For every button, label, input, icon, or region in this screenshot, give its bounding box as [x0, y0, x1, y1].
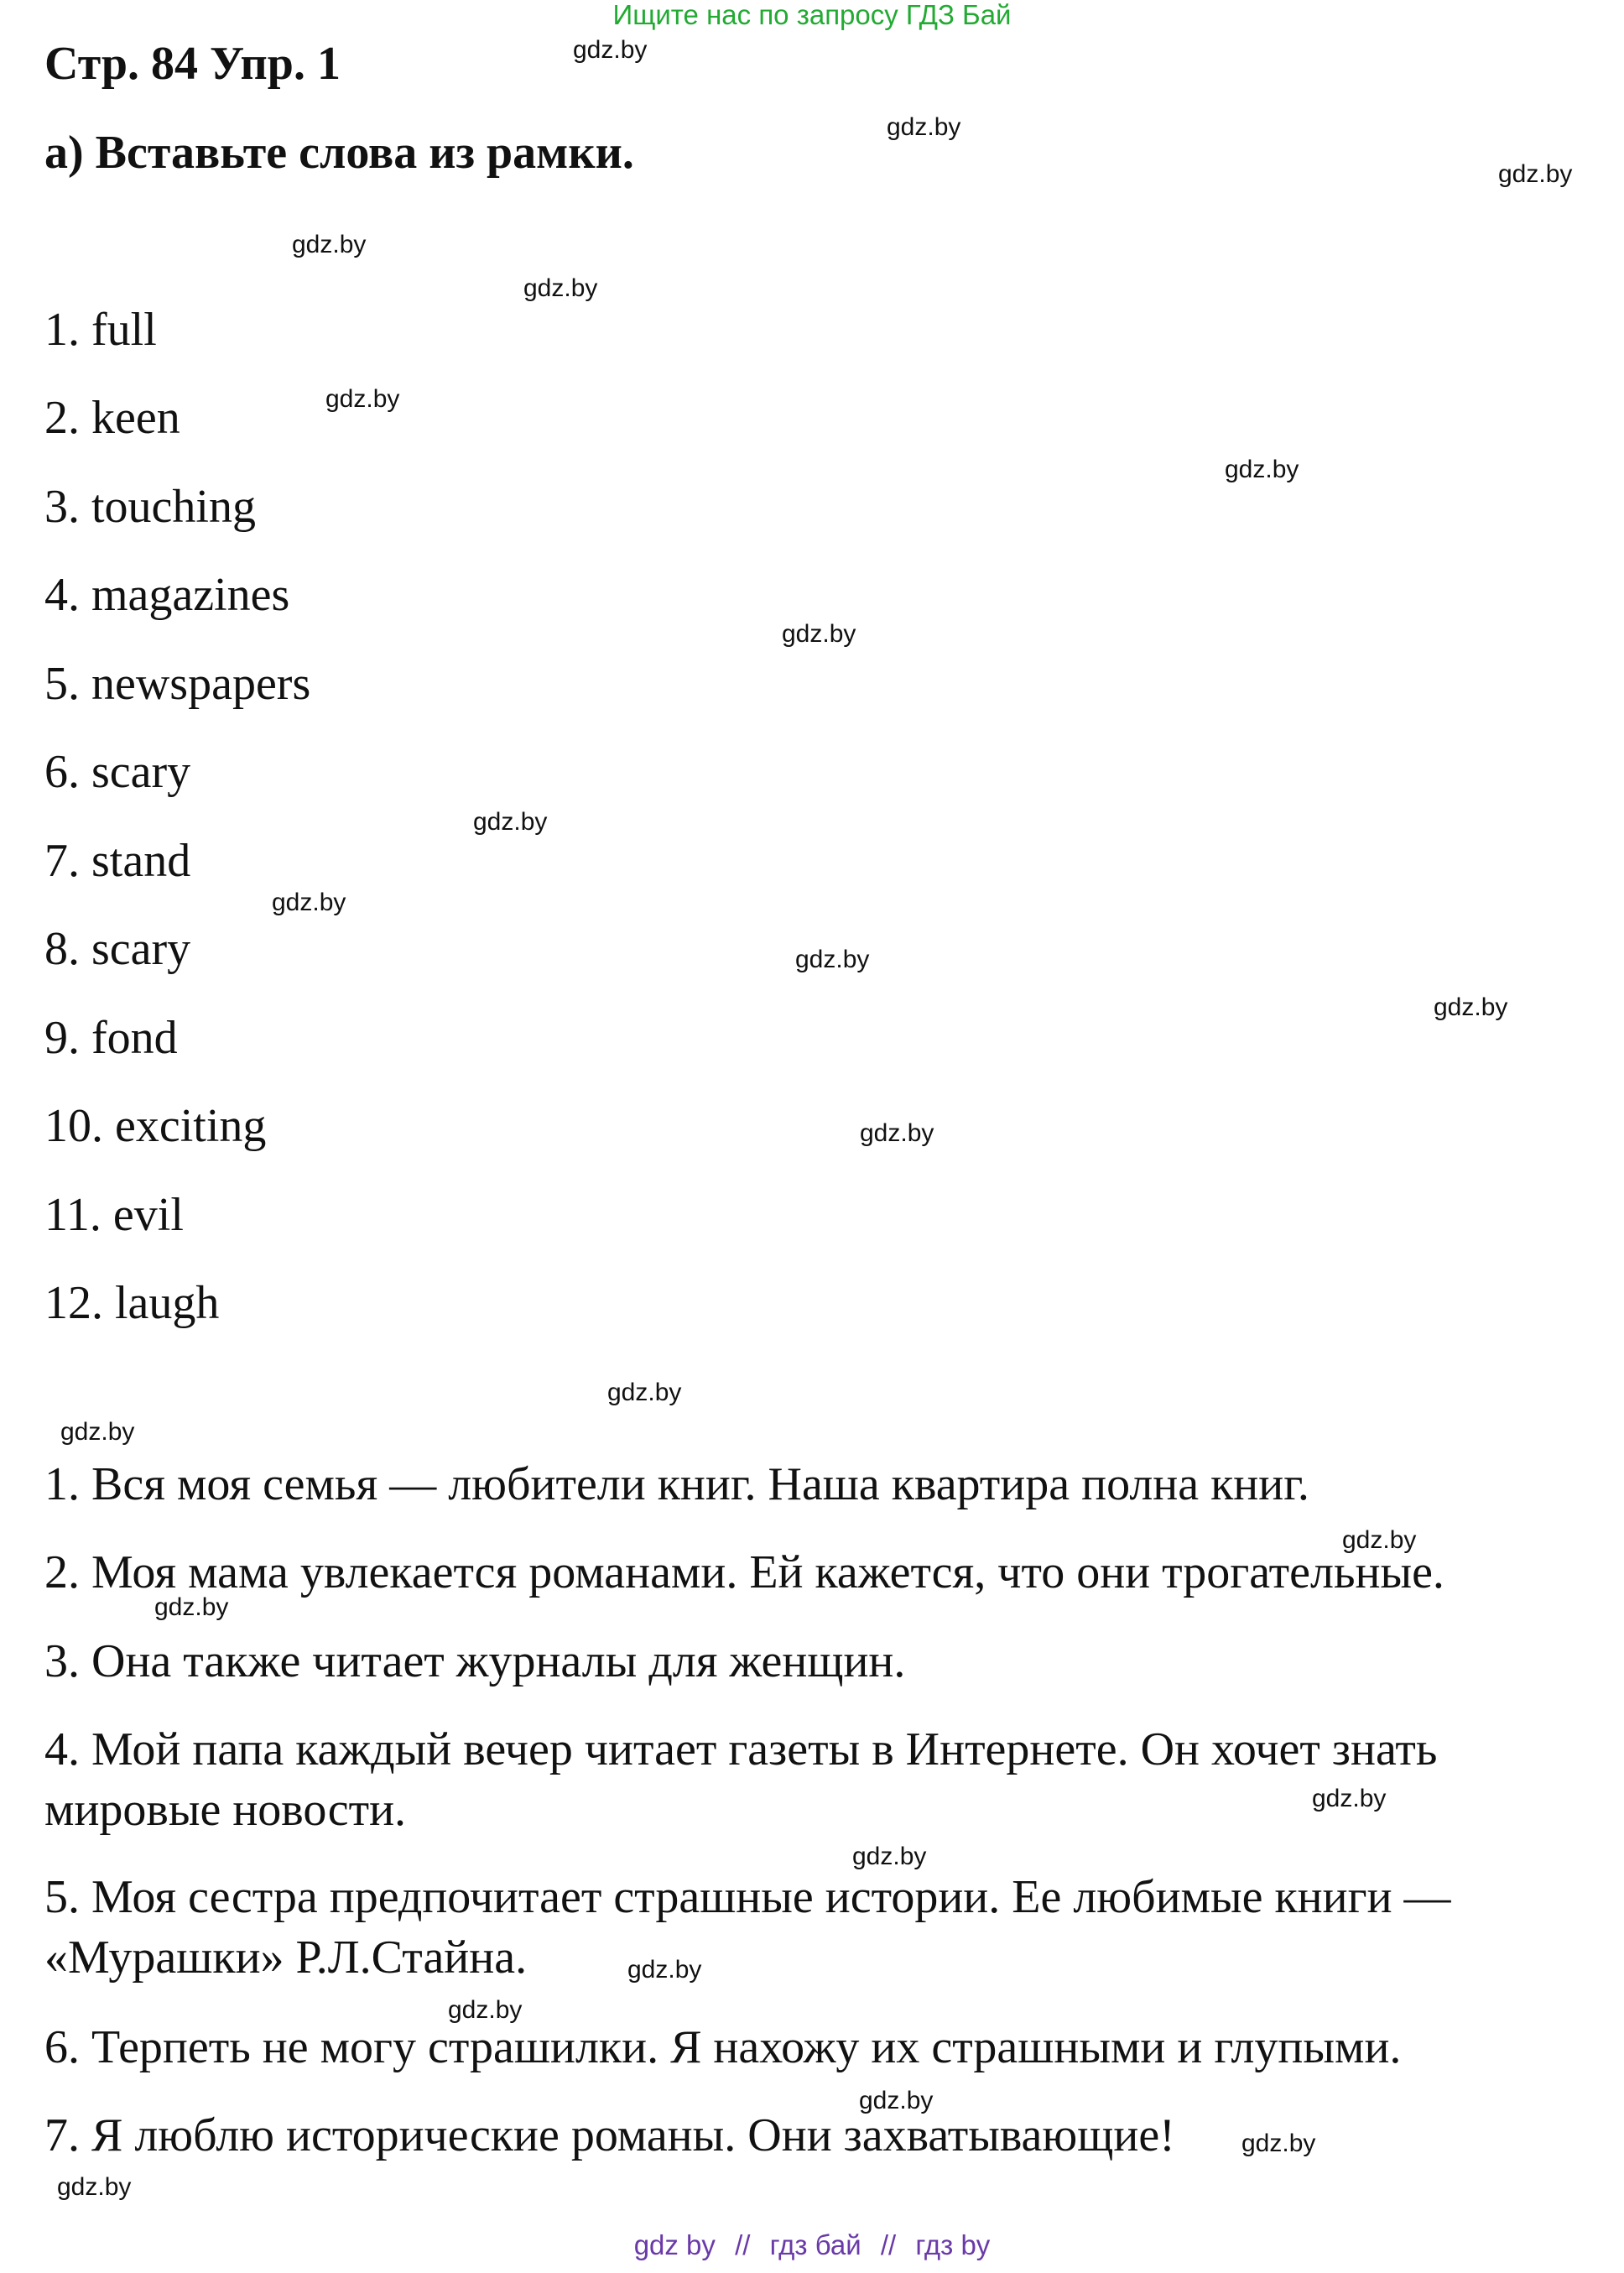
watermark: gdz.by — [57, 2173, 132, 2201]
watermark: gdz.by — [292, 231, 367, 258]
watermark: gdz.by — [1241, 2130, 1316, 2157]
answer-item: 3. touching — [44, 481, 256, 533]
watermark: gdz.by — [782, 620, 856, 648]
watermark: gdz.by — [473, 808, 548, 836]
watermark: gdz.by — [154, 1593, 229, 1621]
watermark: gdz.by — [448, 1996, 523, 2024]
footer-link[interactable]: гдз бай — [769, 2229, 861, 2260]
answer-item: 6. scary — [44, 746, 191, 798]
watermark: gdz.by — [859, 2087, 934, 2114]
translation-sentence: 2. Моя мама увлекается романами. Ей кажется, что они трогательные. — [44, 1546, 1444, 1598]
page-title: Стр. 84 Упр. 1 — [44, 38, 341, 90]
answer-item: 7. stand — [44, 835, 191, 887]
answer-item: 5. newspapers — [44, 658, 311, 710]
footer-link[interactable]: gdz by — [633, 2229, 716, 2260]
watermark: gdz.by — [325, 385, 400, 413]
watermark: gdz.by — [1225, 456, 1299, 483]
watermark: gdz.by — [1312, 1785, 1387, 1812]
answer-item: 2. keen — [44, 392, 180, 444]
footer-separator: // — [880, 2229, 897, 2260]
watermark: gdz.by — [860, 1119, 934, 1147]
answer-item: 12. laugh — [44, 1277, 220, 1329]
watermark: gdz.by — [607, 1379, 682, 1406]
answer-item: 10. exciting — [44, 1100, 267, 1152]
translation-sentence: 1. Вся моя семья — любители книг. Наша квартира полна книг. — [44, 1458, 1309, 1510]
answer-item: 9. fond — [44, 1012, 178, 1064]
footer-links — [0, 2229, 1624, 2261]
translation-sentence: 7. Я люблю исторические романы. Они захватывающие! — [44, 2109, 1175, 2161]
watermark: gdz.by — [1342, 1526, 1417, 1554]
translation-sentence: 4. Мой папа каждый вечер читает газеты в Интернете. Он хочет знать мировые новости. — [44, 1723, 1438, 1836]
watermark: gdz.by — [627, 1956, 702, 1984]
watermark: gdz.by — [523, 274, 598, 302]
translation-sentence: 3. Она также читает журналы для женщин. — [44, 1635, 906, 1687]
top-banner[interactable]: Ищите нас по запросу ГДЗ Бай — [612, 0, 1012, 30]
task-heading: а) Вставьте слова из рамки. — [44, 127, 634, 179]
footer-separator: // — [735, 2229, 751, 2260]
translation-sentence: 6. Терпеть не могу страшилки. Я нахожу их страшными и глупыми. — [44, 2021, 1402, 2073]
watermark: gdz.by — [60, 1418, 135, 1446]
answer-item: 11. evil — [44, 1189, 184, 1241]
footer-link[interactable]: гдз by — [915, 2229, 991, 2260]
answer-item: 8. scary — [44, 923, 191, 975]
watermark: gdz.by — [795, 946, 870, 973]
answer-item: 1. full — [44, 304, 157, 356]
answer-item: 4. magazines — [44, 569, 290, 621]
watermark: gdz.by — [852, 1843, 927, 1870]
watermark: gdz.by — [1498, 160, 1573, 188]
watermark: gdz.by — [573, 36, 648, 64]
translation-sentence: 5. Моя сестра предпочитает страшные истории. Ее любимые книги — «Мурашки» Р.Л.Стайна. — [44, 1871, 1451, 1984]
watermark: gdz.by — [887, 113, 961, 141]
watermark: gdz.by — [272, 889, 346, 916]
watermark: gdz.by — [1434, 993, 1508, 1021]
